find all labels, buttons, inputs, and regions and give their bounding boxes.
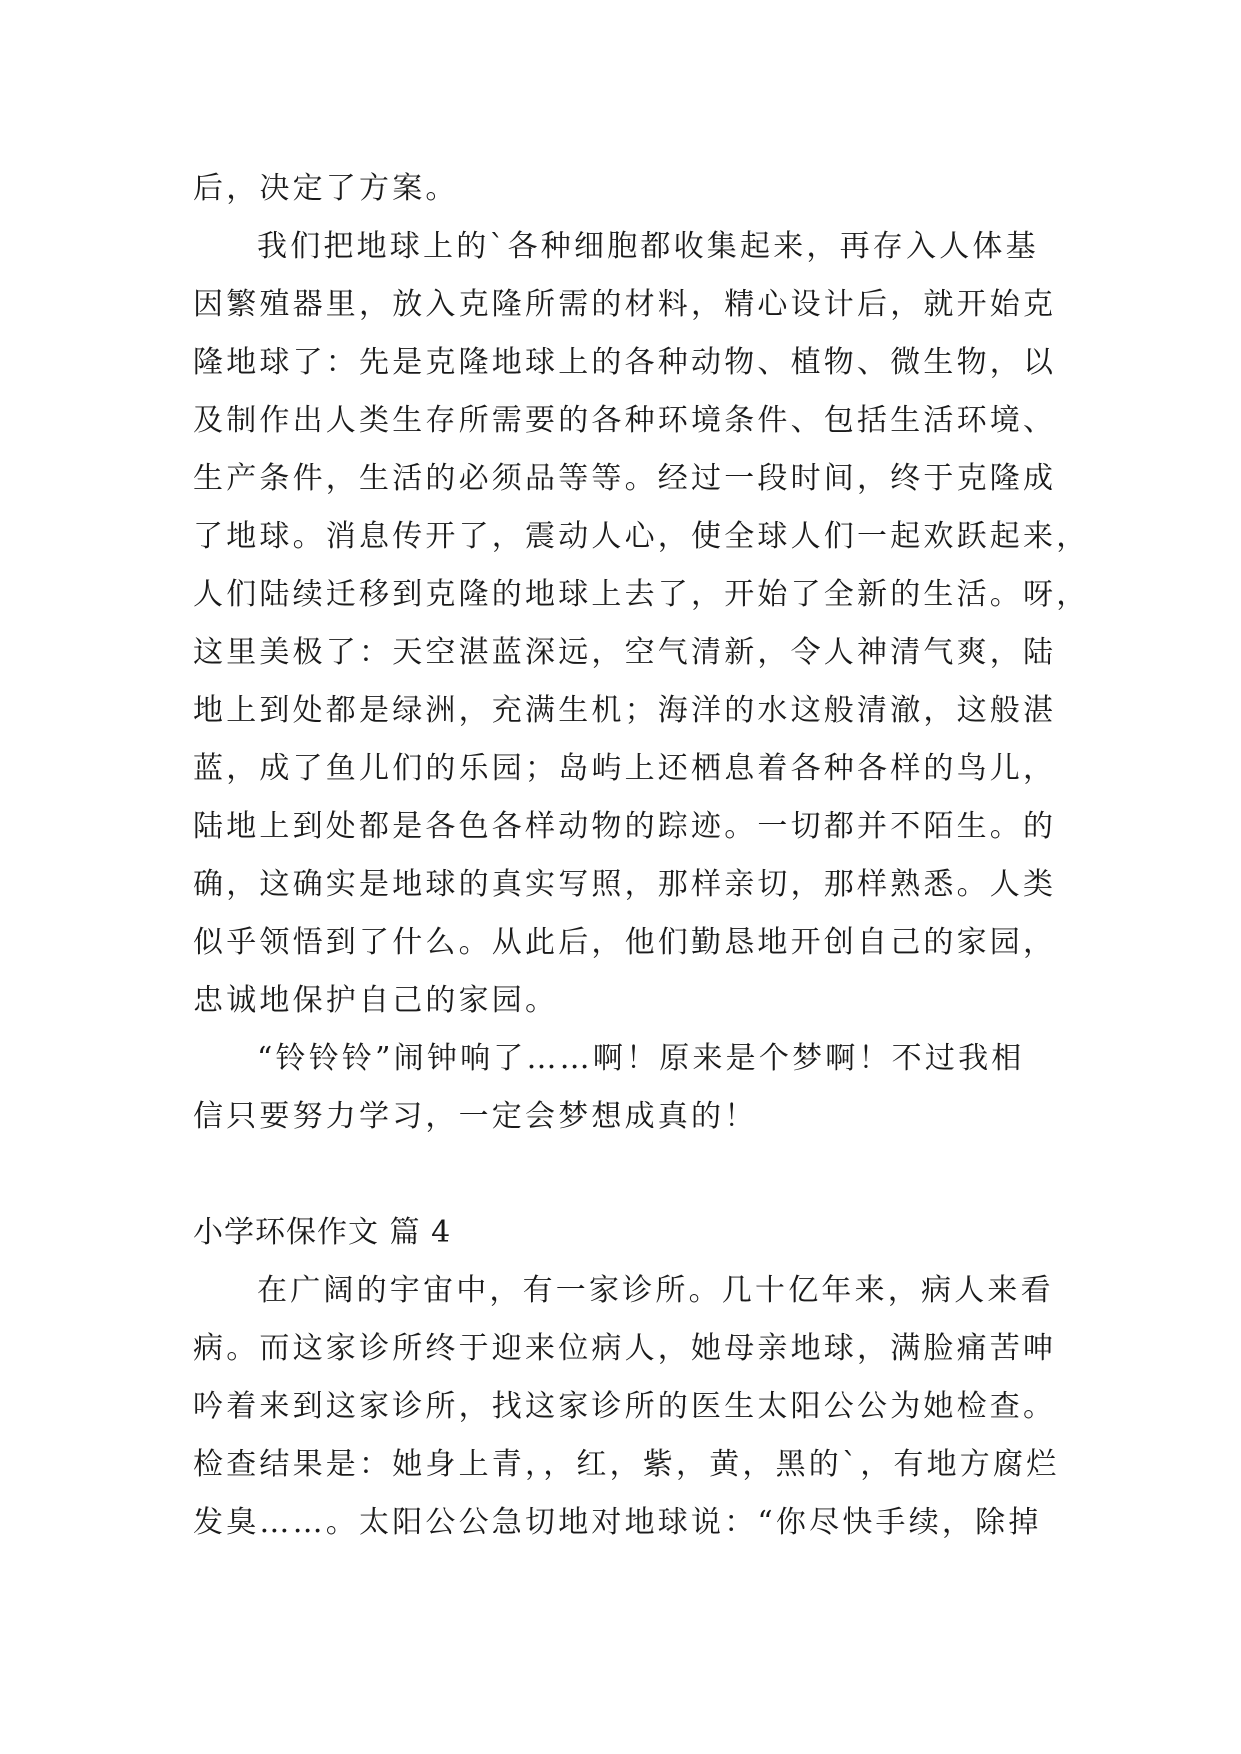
paragraph-dream bbox=[193, 1030, 1053, 1146]
text-line: 了地球。消息传开了，震动人心，使全球人们一起欢跃起来， bbox=[193, 519, 1090, 554]
text-line: 及制作出人类生存所需要的各种环境条件、包括生活环境、 bbox=[193, 403, 1057, 438]
text-line: 确，这确实是地球的真实写照，那样亲切，那样熟悉。人类 bbox=[193, 867, 1057, 902]
text-line: 忠诚地保护自己的家园。 bbox=[193, 983, 559, 1018]
text-line: 陆地上到处都是各色各样动物的踪迹。一切都并不陌生。的 bbox=[193, 809, 1057, 844]
paragraph-intro-tail bbox=[193, 160, 1053, 218]
text-line: “铃铃铃”闹钟响了……啊！原来是个梦啊！不过我相 bbox=[257, 1041, 1025, 1076]
paragraph-clone-earth bbox=[193, 218, 1090, 1030]
text-line: 因繁殖器里，放入克隆所需的材料，精心设计后，就开始克 bbox=[193, 287, 1057, 322]
text-line: 生产条件，生活的必须品等等。经过一段时间，终于克隆成 bbox=[193, 461, 1057, 496]
text-line: 人们陆续迁移到克隆的地球上去了，开始了全新的生活。呀， bbox=[193, 577, 1090, 612]
text-line: 信只要努力学习，一定会梦想成真的！ bbox=[193, 1099, 758, 1134]
paragraph-clinic bbox=[193, 1262, 1060, 1552]
text-line: 后，决定了方案。 bbox=[193, 171, 459, 206]
text-line: 这里美极了：天空湛蓝深远，空气清新，令人神清气爽，陆 bbox=[193, 635, 1057, 670]
text-line: 隆地球了：先是克隆地球上的各种动物、植物、微生物，以 bbox=[193, 345, 1057, 380]
section-title: 小学环保作文 篇 4 bbox=[193, 1215, 452, 1250]
text-line: 我们把地球上的`各种细胞都收集起来，再存入人体基 bbox=[257, 229, 1039, 264]
text-line: 在广阔的宇宙中，有一家诊所。几十亿年来，病人来看 bbox=[257, 1273, 1054, 1308]
text-line: 蓝，成了鱼儿们的乐园；岛屿上还栖息着各种各样的鸟儿， bbox=[193, 751, 1057, 786]
text-line: 吟着来到这家诊所，找这家诊所的医生太阳公公为她检查。 bbox=[193, 1389, 1057, 1424]
text-line: 检查结果是：她身上青，，红，紫，黄，黑的`，有地方腐烂 bbox=[193, 1447, 1060, 1482]
text-line: 发臭……。太阳公公急切地对地球说：“你尽快手续，除掉 bbox=[193, 1505, 1042, 1540]
text-line: 地上到处都是绿洲，充满生机；海洋的水这般清澈，这般湛 bbox=[193, 693, 1057, 728]
text-line: 似乎领悟到了什么。从此后，他们勤恳地开创自己的家园， bbox=[193, 925, 1057, 960]
document-page bbox=[193, 160, 1090, 1552]
text-line: 病。而这家诊所终于迎来位病人，她母亲地球，满脸痛苦呻 bbox=[193, 1331, 1057, 1366]
